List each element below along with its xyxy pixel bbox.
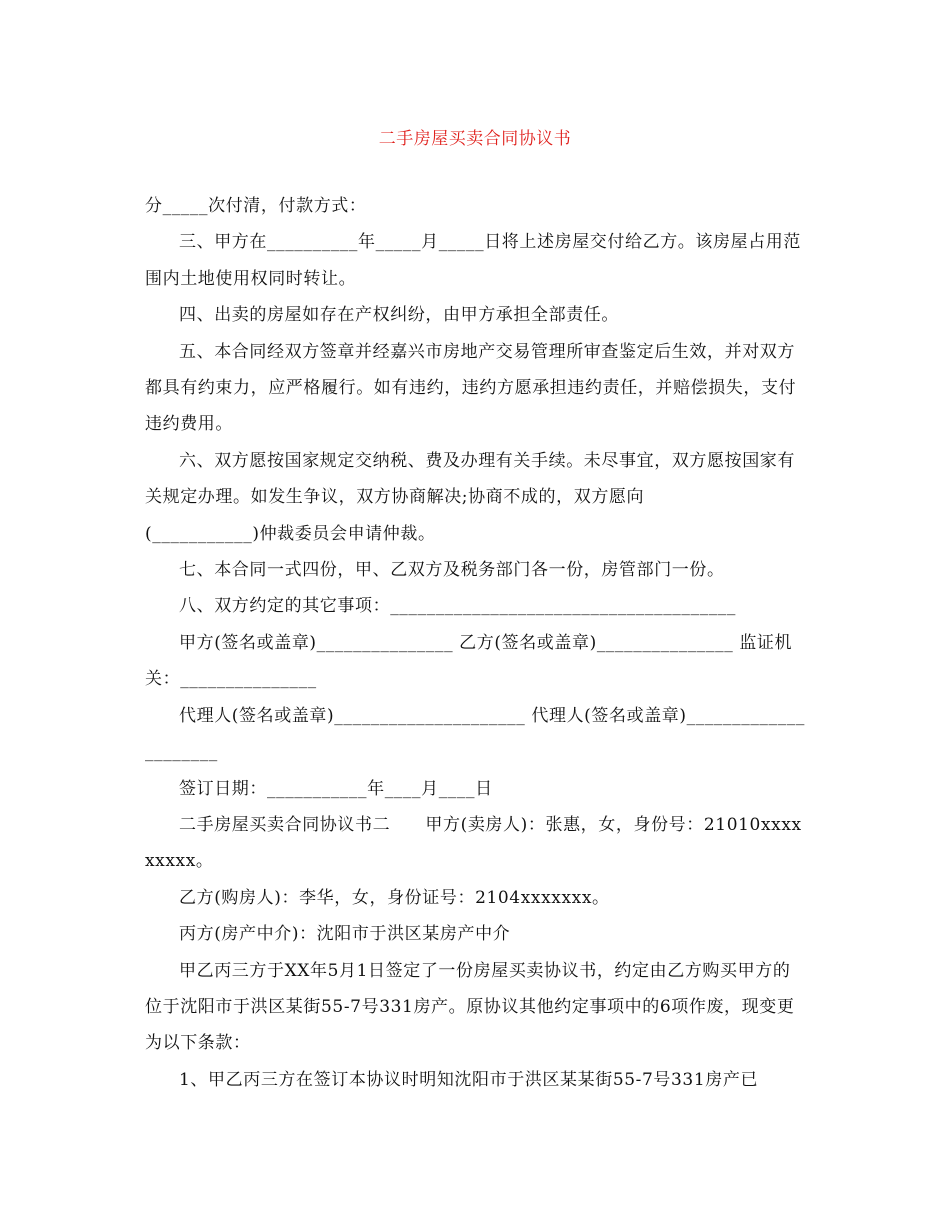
paragraph-agent-signatures: 代理人(签名或盖章)_____________________ 代理人(签名或盖章)_____________________	[145, 705, 805, 763]
document-body	[145, 188, 805, 1098]
paragraph-clause-5: 五、本合同经双方签章并经嘉兴市房地产交易管理所审查鉴定后生效，并对双方都具有约束力，应严格履行。如有违约，违约方愿承担违约责任，并赔偿损失，支付违约费用。	[145, 341, 797, 435]
paragraph-signing-date: 签订日期：___________年____月____日	[179, 778, 493, 799]
paragraph-party-b: 乙方(购房人)：李华，女，身份证号：2104xxxxxxx。	[179, 887, 610, 908]
paragraph-clause-7: 七、本合同一式四份，甲、乙双方及税务部门各一份，房管部门一份。	[179, 560, 725, 581]
paragraph-arbitration: (___________)仲裁委员会申请仲裁。	[145, 523, 436, 544]
paragraph-party-c: 丙方(房产中介)：沈阳市于洪区某房产中介	[179, 924, 511, 945]
paragraph-clause-6: 六、双方愿按国家规定交纳税、费及办理有关手续。未尽事宜，双方愿按国家有关规定办理。如发生争议，双方协商解决;协商不成的，双方愿向	[145, 450, 795, 508]
paragraph-clause-3: 三、甲方在__________年_____月_____日将上述房屋交付给乙方。该房屋占用范围内土地使用权同时转让。	[145, 232, 801, 289]
paragraph-term-1: 1、甲乙丙三方在签订本协议时明知沈阳市于洪区某某街55-7号331房产已	[179, 1069, 759, 1090]
paragraph-signatures: 甲方(签名或盖章)_______________ 乙方(签名或盖章)_______________ 监证机关：_______________	[145, 632, 793, 690]
paragraph-payment-installments: 分_____次付清，付款方式：	[145, 196, 367, 216]
paragraph-clause-8: 八、双方约定的其它事项：______________________________________	[179, 596, 736, 617]
paragraph-second-agreement-party-a: 二手房屋买卖合同协议书二 甲方(卖房人)：张惠，女，身份号：21010xxxxxxxxx。	[145, 814, 802, 872]
document-title: 二手房屋买卖合同协议书	[378, 129, 572, 149]
paragraph-agreement-background: 甲乙丙三方于XX年5月1日签定了一份房屋买卖协议书，约定由乙方购买甲方的位于沈阳市于洪区某街55-7号331房产。原协议其他约定事项中的6项作废，现变更为以下条款：	[145, 960, 795, 1054]
paragraph-clause-4: 四、出卖的房屋如存在产权纠纷，由甲方承担全部责任。	[179, 305, 619, 326]
